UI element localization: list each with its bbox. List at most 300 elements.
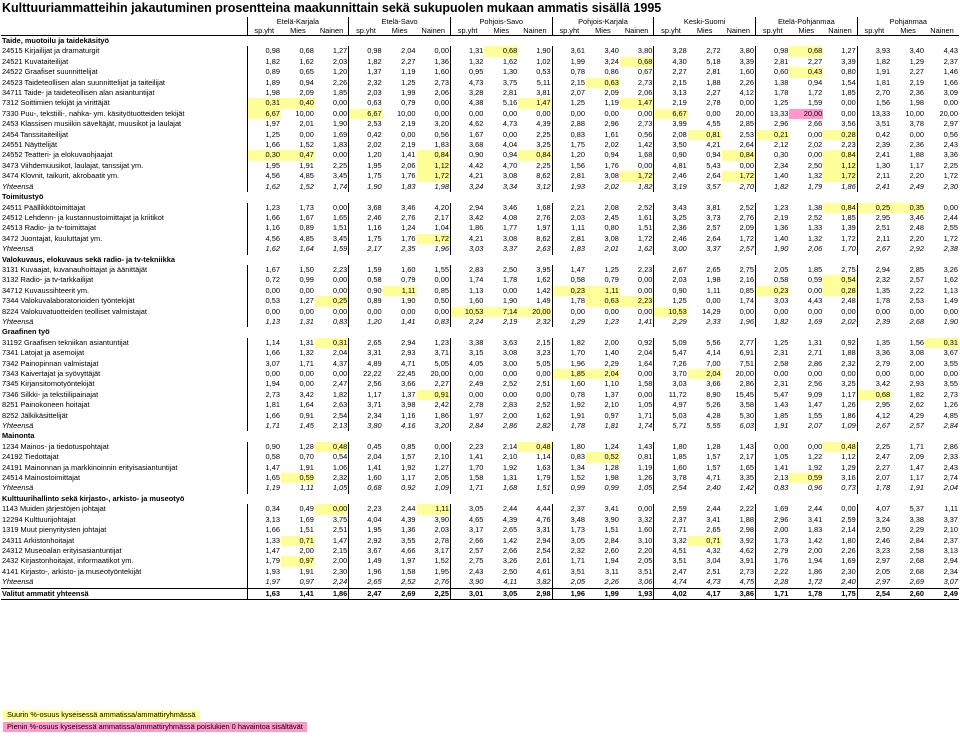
cell-value: 3,91 — [739, 556, 754, 566]
cell-value: 1,60 — [349, 473, 383, 483]
cell-value: 2,36 — [909, 88, 924, 98]
cell-value: 1,96 — [552, 588, 586, 599]
cell-value: 1,85 — [332, 88, 348, 98]
cell-value: 1,91 — [552, 411, 586, 421]
cell-value: 2,72 — [706, 46, 721, 56]
cell-value: 2,47 — [857, 452, 891, 462]
cell-value: 0,56 — [943, 129, 958, 139]
column-subheader: Mies — [688, 26, 722, 36]
cell-value: 1,69 — [807, 316, 823, 326]
cell-value: 1,76 — [755, 556, 789, 566]
cell-value: 10,00 — [905, 108, 924, 118]
row-label: 7330 Puu-, tekstiili-, nahka- ym. käsityötuotteiden tekijät — [2, 108, 185, 118]
cell-value: 0,28 — [823, 130, 857, 140]
cell-value: 1,75 — [552, 140, 586, 150]
cell-value: 1,71 — [755, 588, 789, 599]
cell-value: 7,51 — [739, 358, 754, 368]
cell-value: 3,71 — [434, 348, 449, 358]
cell-value: 1,47 — [247, 463, 281, 473]
cell-value: 2,82 — [536, 421, 551, 431]
row-label: 7346 Silkki- ja tekstiilipainajat — [2, 389, 99, 399]
cell-value: 0,68 — [299, 46, 314, 56]
table-row — [1, 359, 959, 369]
cell-value: 2,71 — [807, 348, 823, 358]
cell-value: 2,81 — [755, 57, 789, 67]
cell-value: 1,90 — [536, 46, 551, 56]
cell-value: 1,67 — [247, 265, 281, 275]
table-row — [1, 150, 959, 160]
cell-value: 3,36 — [857, 348, 891, 358]
cell-value: 0,00 — [807, 306, 823, 316]
cell-value: 2,01 — [299, 119, 314, 129]
cell-value: 2,95 — [857, 213, 891, 223]
row-label: Yhteensä — [2, 181, 34, 191]
cell-value: 1,16 — [349, 223, 383, 233]
cell-value: 2,06 — [807, 244, 823, 254]
cell-value: 8,62 — [536, 233, 551, 243]
cell-value: 1,26 — [637, 473, 653, 483]
cell-value: 4,62 — [450, 119, 484, 129]
cell-value: 3,68 — [349, 203, 383, 213]
cell-value: 1,41 — [637, 316, 653, 326]
cell-value: 3,51 — [637, 566, 653, 576]
cell-value: 1,92 — [401, 462, 416, 472]
cell-value: 2,83 — [502, 400, 518, 410]
cell-value: 0,42 — [857, 130, 891, 140]
cell-value: 2,36 — [654, 223, 688, 233]
cell-value: 2,03 — [349, 88, 383, 98]
cell-value: 8,90 — [706, 389, 721, 399]
region-header: Etelä-Savo — [349, 17, 451, 26]
cell-value: 1,60 — [739, 67, 754, 77]
cell-value: 20,00 — [735, 108, 754, 118]
cell-value: 2,22 — [909, 285, 924, 295]
table-row — [1, 348, 959, 358]
cell-value: 1,47 — [807, 400, 823, 410]
cell-value: 2,23 — [332, 264, 348, 274]
cell-value: 3,26 — [943, 264, 958, 274]
cell-value: 1,26 — [841, 400, 856, 410]
cell-value: 2,26 — [604, 577, 619, 587]
cell-value: 1,90 — [755, 244, 789, 254]
cell-value: 2,41 — [857, 150, 891, 160]
cell-value: 1,98 — [247, 88, 281, 98]
cell-value: 1,99 — [586, 588, 620, 599]
cell-value: 1,17 — [909, 473, 924, 483]
cell-value: 1,78 — [755, 88, 789, 98]
cell-value: 0,00 — [502, 129, 518, 139]
cell-value: 0,90 — [654, 150, 688, 160]
cell-value: 2,32 — [349, 78, 383, 88]
cell-value: 1,68 — [637, 150, 653, 160]
cell-value: 2,28 — [755, 577, 789, 588]
cell-value: 1,35 — [857, 286, 891, 296]
cell-value: 0,00 — [434, 98, 449, 108]
cell-value: 2,81 — [552, 234, 586, 244]
cell-value: 2,43 — [450, 567, 484, 577]
cell-value: 0,84 — [518, 150, 552, 160]
cell-value: 4,71 — [401, 358, 416, 368]
cell-value: 0,42 — [349, 130, 383, 140]
cell-value: 3,12 — [536, 181, 551, 191]
cell-value: 2,52 — [401, 577, 416, 587]
column-subheader: Nainen — [417, 26, 451, 36]
cell-value: 2,54 — [332, 410, 348, 420]
cell-value: 5,71 — [654, 421, 688, 431]
cell-value: 2,48 — [909, 223, 924, 233]
cell-value: 2,02 — [604, 181, 619, 191]
cell-value: 2,00 — [909, 358, 924, 368]
cell-value: 2,25 — [417, 588, 451, 599]
cell-value: 0,00 — [604, 306, 619, 316]
cell-value: 0,90 — [247, 442, 281, 452]
cell-value: 3,41 — [604, 504, 619, 514]
cell-value: 1,24 — [604, 441, 619, 451]
cell-value: 3,13 — [654, 88, 688, 98]
cell-value: 0,00 — [299, 379, 314, 389]
cell-value: 0,99 — [552, 483, 586, 493]
row-label: Yhteensä — [2, 316, 34, 326]
table-row — [1, 546, 959, 556]
cell-value: 4,17 — [688, 588, 722, 599]
cell-value: 2,96 — [604, 119, 619, 129]
cell-value: 2,76 — [401, 212, 416, 222]
cell-value: 1,25 — [401, 77, 416, 87]
cell-value: 2,33 — [943, 452, 958, 462]
cell-value: 2,39 — [857, 317, 891, 327]
cell-value: 1,65 — [247, 473, 281, 483]
column-subheader: sp.yht — [247, 26, 281, 36]
cell-value: 1,76 — [401, 171, 416, 181]
cell-value: 4,37 — [332, 358, 348, 368]
cell-value: 1,67 — [450, 130, 484, 140]
cell-value: 2,12 — [755, 140, 789, 150]
cell-value: 1,97 — [247, 577, 281, 588]
cell-value: 1,17 — [349, 390, 383, 400]
row-label: 3132 Radio- ja tv-tarkkailijat — [2, 275, 94, 285]
cell-value: 0,00 — [332, 285, 348, 295]
cell-value: 5,05 — [434, 358, 449, 368]
cell-value: 3,32 — [637, 514, 653, 524]
cell-value: 3,13 — [247, 515, 281, 525]
cell-value: 1,80 — [552, 442, 586, 452]
cell-value: 3,80 — [739, 46, 754, 56]
cell-value: 4,20 — [434, 202, 449, 212]
cell-value: 3,24 — [604, 56, 619, 66]
cell-value: 2,76 — [739, 212, 754, 222]
cell-value: 1,82 — [637, 181, 653, 191]
cell-value: 4,76 — [536, 514, 551, 524]
cell-value: 2,05 — [637, 556, 653, 566]
cell-value: 1,86 — [315, 588, 349, 599]
cell-value: 4,81 — [654, 161, 688, 171]
cell-value: 1,25 — [247, 130, 281, 140]
cell-value: 1,62 — [502, 56, 518, 66]
cell-value: 0,58 — [349, 275, 383, 285]
cell-value: 2,10 — [502, 452, 518, 462]
cell-value: 1,49 — [943, 296, 958, 306]
cell-value: 1,72 — [823, 171, 857, 181]
cell-value: 2,51 — [536, 379, 551, 389]
cell-value: 4,89 — [349, 359, 383, 369]
cell-value: 0,60 — [755, 67, 789, 77]
cell-value: 2,85 — [739, 119, 754, 129]
row-label: 12294 Kulttuurijohtajat — [2, 514, 76, 524]
cell-value: 2,32 — [857, 275, 891, 285]
subtotal-row — [1, 244, 959, 254]
row-label: 8224 Valokuvatuotteiden teolliset valmistajat — [2, 306, 147, 316]
row-label: 3473 Viihdemuusikot, laulajat, tanssijat ym. — [2, 160, 144, 170]
cell-value: 1,38 — [807, 202, 823, 212]
cell-value: 1,20 — [349, 317, 383, 327]
cell-value: 15,45 — [735, 389, 754, 399]
cell-value: 1,70 — [841, 244, 856, 254]
cell-value: 1,83 — [332, 140, 348, 150]
cell-value: 0,86 — [604, 67, 619, 77]
cell-value: 1,83 — [807, 525, 823, 535]
cell-value: 5,26 — [706, 400, 721, 410]
table-row — [1, 463, 959, 473]
cell-value: 2,65 — [349, 338, 383, 348]
grand-total-row — [1, 588, 959, 599]
cell-value: 1,27 — [434, 462, 449, 472]
cell-value: 1,47 — [909, 462, 924, 472]
cell-value: 2,86 — [739, 379, 754, 389]
table-row — [1, 57, 959, 67]
cell-value: 2,96 — [755, 119, 789, 129]
row-label: 24513 Radio- ja tv-toimittajat — [2, 223, 97, 233]
cell-value: 1,95 — [349, 161, 383, 171]
cell-value: 1,98 — [706, 275, 721, 285]
cell-value: 0,00 — [434, 46, 449, 56]
cell-value: 2,19 — [401, 119, 416, 129]
cell-value: 3,31 — [349, 348, 383, 358]
cell-value: 0,00 — [739, 98, 754, 108]
table-row — [1, 390, 959, 400]
cell-value: 5,56 — [706, 337, 721, 347]
cell-value: 2,03 — [434, 525, 449, 535]
cell-value: 0,00 — [536, 369, 551, 378]
cell-value: 1,59 — [807, 98, 823, 108]
cell-value: 1,67 — [299, 212, 314, 222]
cell-value: 0,68 — [484, 46, 518, 56]
cell-value: 0,84 — [823, 203, 857, 213]
cell-value: 1,90 — [943, 316, 958, 326]
cell-value: 0,48 — [315, 442, 349, 452]
cell-value: 2,23 — [620, 296, 654, 306]
cell-value: 2,53 — [909, 296, 924, 306]
cell-value: 3,40 — [604, 46, 619, 56]
cell-value: 2,00 — [604, 337, 619, 347]
cell-value: 1,71 — [552, 556, 586, 566]
cell-value: 1,61 — [637, 212, 653, 222]
cell-value: 2,84 — [604, 535, 619, 545]
cell-value: 4,70 — [502, 160, 518, 170]
cell-value: 2,23 — [841, 140, 856, 150]
cell-value: 3,28 — [450, 88, 484, 98]
cell-value: 0,00 — [332, 150, 348, 160]
cell-value: 1,66 — [247, 525, 281, 535]
cell-value: 1,95 — [247, 161, 281, 171]
cell-value: 2,34 — [349, 411, 383, 421]
table-row — [1, 504, 959, 514]
cell-value: 0,00 — [552, 307, 586, 317]
cell-value: 2,52 — [807, 212, 823, 222]
cell-value: 1,41 — [349, 463, 383, 473]
cell-value: 1,27 — [841, 46, 856, 56]
cell-value: 2,30 — [841, 566, 856, 576]
cell-value: 1,63 — [247, 588, 281, 599]
column-subheader: Nainen — [315, 26, 349, 36]
cell-value: 1,69 — [841, 556, 856, 566]
cell-value: 0,91 — [417, 390, 451, 400]
cell-value: 1,06 — [332, 462, 348, 472]
cell-value: 0,99 — [299, 275, 314, 285]
cell-value: 0,00 — [604, 108, 619, 118]
cell-value: 3,78 — [654, 473, 688, 483]
cell-value: 2,03 — [654, 275, 688, 285]
cell-value: 1,99 — [552, 57, 586, 67]
cell-value: 0,89 — [349, 296, 383, 306]
cell-value: 1,17 — [401, 473, 416, 483]
cell-value: 1,31 — [299, 337, 314, 347]
cell-value: 3,37 — [706, 244, 721, 254]
cell-value: 1,47 — [247, 546, 281, 556]
cell-value: 2,23 — [450, 442, 484, 452]
cell-value: 1,98 — [604, 473, 619, 483]
cell-value: 4,16 — [401, 421, 416, 431]
cell-value: 0,00 — [637, 108, 653, 118]
cell-value: 2,84 — [909, 535, 924, 545]
cell-value: 1,46 — [943, 67, 958, 77]
cell-value: 2,79 — [857, 359, 891, 369]
table-row — [1, 442, 959, 452]
cell-value: 2,15 — [552, 78, 586, 88]
cell-value: 5,37 — [909, 504, 924, 514]
cell-value: 1,80 — [654, 442, 688, 452]
cell-value: 0,00 — [536, 389, 551, 399]
cell-value: 1,78 — [857, 296, 891, 306]
cell-value: 3,56 — [841, 119, 856, 129]
cell-value: 1,72 — [620, 171, 654, 181]
cell-value: 0,84 — [722, 150, 756, 160]
cell-value: 1,76 — [604, 160, 619, 170]
subtotal-row — [1, 421, 959, 431]
cell-value: 0,56 — [434, 129, 449, 139]
cell-value: 3,24 — [857, 515, 891, 525]
cell-value: 2,94 — [857, 265, 891, 275]
cell-value: 0,43 — [789, 67, 823, 77]
cell-value: 3,07 — [247, 359, 281, 369]
cell-value: 0,58 — [755, 275, 789, 285]
cell-value: 0,00 — [943, 369, 958, 378]
cell-value: 2,44 — [706, 504, 721, 514]
section-title: Mainonta — [2, 431, 35, 441]
cell-value: 1,62 — [247, 182, 281, 192]
cell-value: 0,00 — [332, 108, 348, 118]
cell-value: 2,24 — [450, 317, 484, 327]
cell-value: 4,05 — [450, 359, 484, 369]
table-row — [1, 556, 959, 566]
cell-value: 0,73 — [841, 483, 856, 493]
cell-value: 2,23 — [637, 264, 653, 274]
cell-value: 5,16 — [502, 98, 518, 108]
cell-value: 3,08 — [909, 348, 924, 358]
cell-value: 2,65 — [349, 577, 383, 588]
cell-value: 1,73 — [755, 536, 789, 546]
cell-value: 1,64 — [637, 358, 653, 368]
cell-value: 1,37 — [401, 389, 416, 399]
cell-value: 2,29 — [604, 358, 619, 368]
cell-value: 0,00 — [755, 442, 789, 452]
cell-value: 3,93 — [857, 46, 891, 56]
row-label: 24515 Kirjailijat ja dramaturgit — [2, 46, 100, 56]
cell-value: 2,49 — [909, 181, 924, 191]
cell-value: 0,63 — [586, 296, 620, 306]
cell-value: 1,58 — [450, 473, 484, 483]
cell-value: 1,20 — [332, 67, 348, 77]
legend-smallest: Pienin %-osuus kyseisessä ammatissa/ammattiryhmässä poislukien 0 havaintoa sisältävät — [3, 722, 307, 732]
cell-value: 0,94 — [706, 150, 721, 160]
cell-value: 6,67 — [247, 109, 281, 119]
cell-value: 0,00 — [332, 369, 348, 378]
cell-value: 3,37 — [502, 244, 518, 254]
cell-value: 1,96 — [349, 567, 383, 577]
cell-value: 6,03 — [739, 421, 754, 431]
cell-value: 3,78 — [909, 119, 924, 129]
cell-value: 3,55 — [401, 535, 416, 545]
cell-value: 4,85 — [943, 410, 958, 420]
cell-value: 1,74 — [450, 275, 484, 285]
cell-value: 2,34 — [943, 566, 958, 576]
table-row — [1, 223, 959, 233]
cell-value: 7,26 — [654, 359, 688, 369]
row-label: 24312 Museoalan erityisasiantuntijat — [2, 545, 122, 555]
cell-value: 2,08 — [654, 130, 688, 140]
cell-value: 2,00 — [332, 556, 348, 566]
cell-value: 0,79 — [401, 275, 416, 285]
cell-value: 1,28 — [299, 441, 314, 451]
cell-value: 0,58 — [247, 452, 281, 462]
cell-value: 3,08 — [502, 233, 518, 243]
cell-value: 1,05 — [332, 483, 348, 493]
cell-value: 2,39 — [857, 140, 891, 150]
subheader-row — [1, 26, 959, 36]
cell-value: 13,33 — [755, 109, 789, 119]
cell-value: 3,38 — [450, 338, 484, 348]
cell-value: 1,71 — [909, 441, 924, 451]
cell-value: 2,65 — [706, 264, 721, 274]
cell-value: 2,78 — [706, 98, 721, 108]
cell-value: 3,46 — [502, 202, 518, 212]
cell-value: 0,67 — [637, 67, 653, 77]
cell-value: 1,28 — [706, 441, 721, 451]
cell-value: 2,06 — [401, 160, 416, 170]
cell-value: 1,79 — [536, 473, 551, 483]
cell-value: 2,93 — [401, 348, 416, 358]
cell-value: 1,81 — [247, 400, 281, 410]
cell-value: 0,59 — [789, 473, 823, 483]
cell-value: 4,39 — [401, 514, 416, 524]
table-header — [1, 17, 959, 36]
cell-value: 3,82 — [536, 577, 551, 587]
cell-value: 1,17 — [909, 160, 924, 170]
cell-value: 3,73 — [706, 212, 721, 222]
cell-value: 0,00 — [299, 129, 314, 139]
cell-value: 22,22 — [349, 369, 383, 379]
cell-value: 3,09 — [943, 88, 958, 98]
cell-value: 1,50 — [299, 264, 314, 274]
